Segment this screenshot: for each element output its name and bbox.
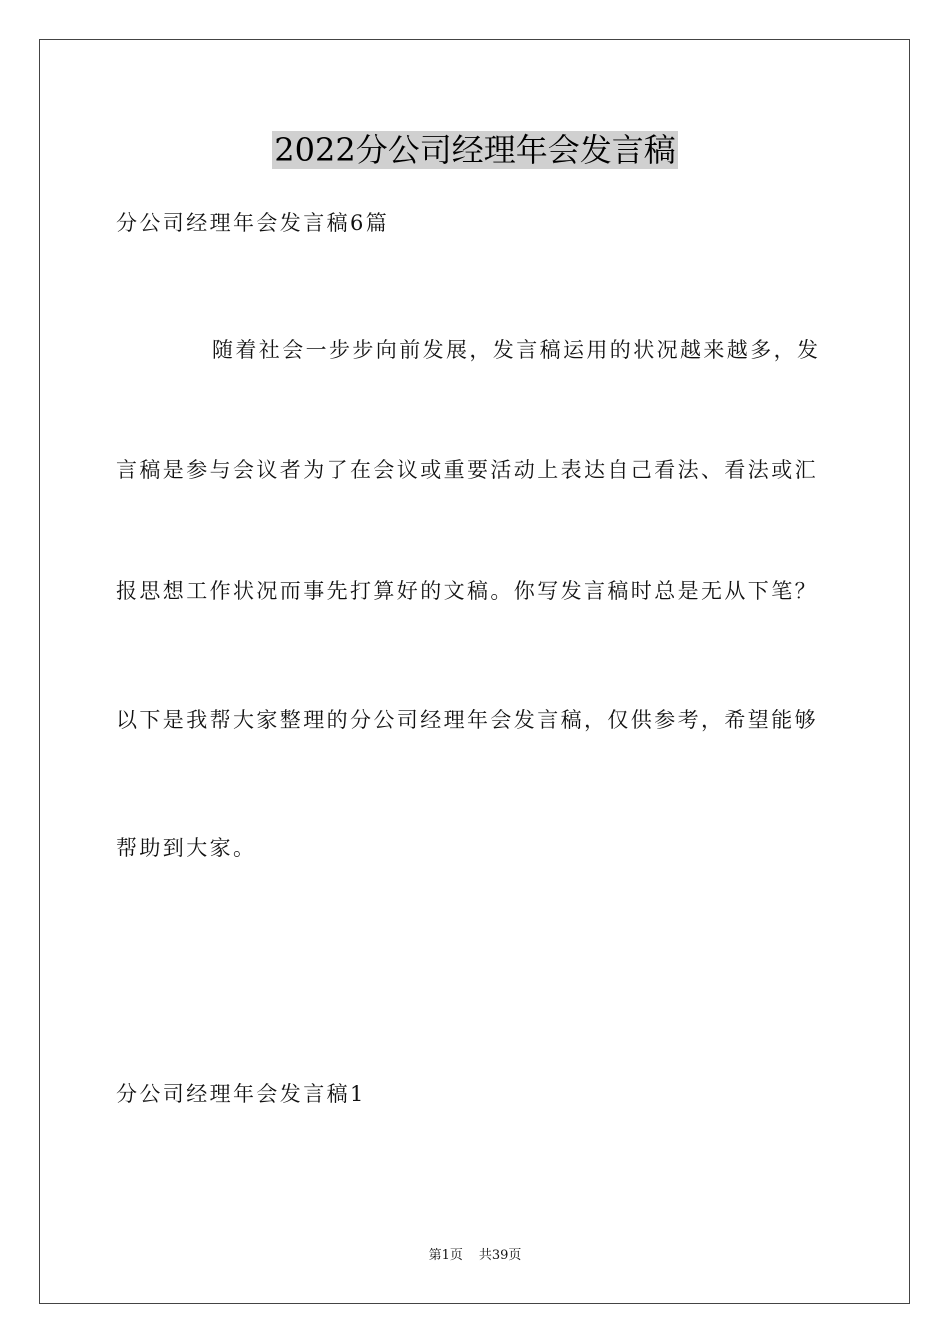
page-number: 第1页 — [428, 1248, 463, 1263]
paragraph-line: 以下是我帮大家整理的分公司经理年会发言稿，仅供参考，希望能够 — [116, 708, 818, 732]
section-heading: 分公司经理年会发言稿1 — [116, 1082, 366, 1106]
paragraph-line: 随着社会一步步向前发展，发言稿运用的状况越来越多，发 — [212, 338, 821, 362]
document-title-text: 2022分公司经理年会发言稿 — [274, 131, 676, 169]
document-subtitle: 分公司经理年会发言稿6篇 — [116, 211, 390, 235]
paragraph-line: 报思想工作状况而事先打算好的文稿。你写发言稿时总是无从下笔？ — [116, 579, 818, 603]
page-footer — [0, 1247, 950, 1265]
paragraph-line: 帮助到大家。 — [116, 836, 257, 860]
paragraph-line: 言稿是参与会议者为了在会议或重要活动上表达自己看法、看法或汇 — [116, 458, 818, 482]
page-total: 共39页 — [478, 1248, 522, 1263]
document-title — [0, 128, 950, 172]
